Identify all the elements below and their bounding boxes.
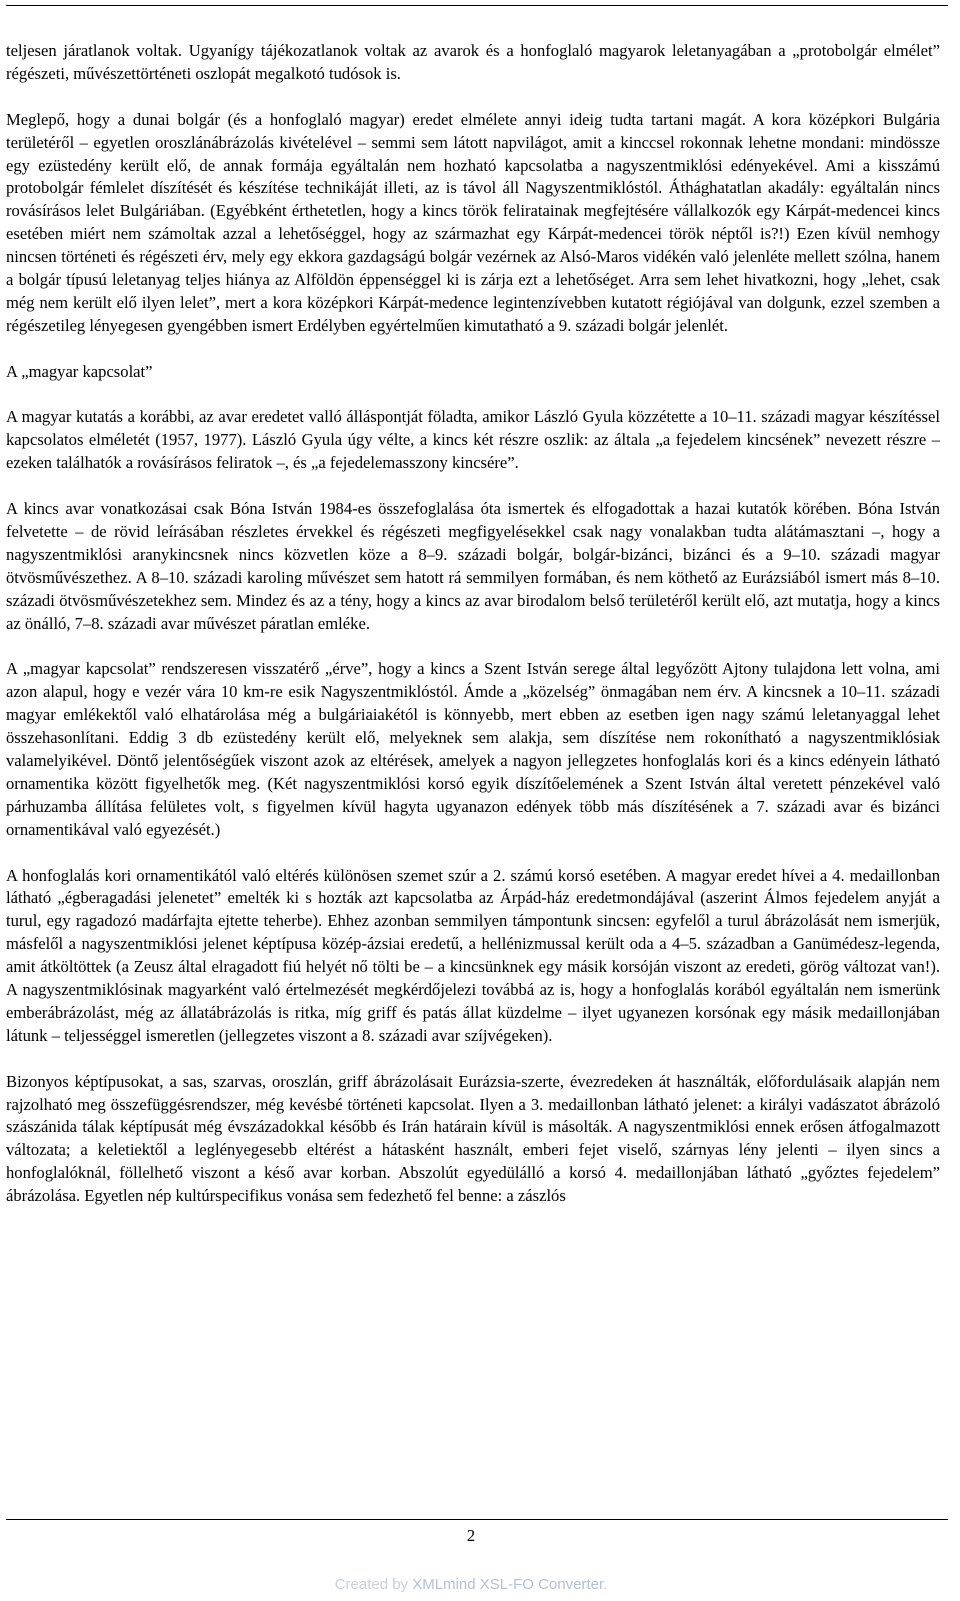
paragraph: A kincs avar vonatkozásai csak Bóna István 1984-es összefoglalása óta ismertek és elfogadottak a hazai kutatók körében. Bóna István felvetette – de rövid leírásában részletes érvekkel és régészeti megfigyelésekkel csak nagy vonalakban tudta alátámasztani –, hogy a nagyszentmiklósi aranykincsnek nincs közvetlen köze a 8–9. századi bolgár, bolgár-bizánci, bizánci és a 9–10. századi magyar ötvösművészethez. A 8–10. századi karoling művészet sem hatott rá semmilyen formában, és nem köthető az Eurázsiából ismert más 8–10. századi ötvösművészetekhez sem. Mindez és az a tény, hogy a kincs az avar birodalom belső területéről került elő, azt mutatja, hogy a kincs az önálló, 7–8. századi avar művészet páratlan emléke. xyxy=(6,499,940,633)
credit-prefix: Created by xyxy=(334,1576,413,1593)
document-body xyxy=(6,40,940,1231)
paragraph: A honfoglalás kori ornamentikától való eltérés különösen szemet szúr a 2. számú korsó esetében. A magyar eredet hívei a 4. medaillonban látható „égberagadási jelenetet” emelték ki s hozták azt kapcsolatba az Árpád-ház eredetmondájával (aszerint Álmos fejedelem anyját a turul, egy ragadozó madárfajta ejtette teherbe). Ehhez azonban semmilyen támpontunk sincsen: egyfelől a turul ábrázolását nem ismerjük, másfelől a nagyszentmiklósi jelenet képtípusa közép-ázsiai eredetű, a hellénizmussal került oda a 4–5. században a Ganümédesz-legenda, amit átköltöttek (a Zeusz által elragadott fiú helyét nő tölti be – a kincsünknek egy másik korsóján viszont az eredeti, görög változat van!). A nagyszentmiklósinak magyarként való értelmezését megkérdőjelezi továbbá az is, hogy a honfoglalás korából egyáltalán nem ismerünk emberábrázolást, még az állatábrázolás is ritka, míg griff és patás állat küzdelme – ilyet ugyanezen korsónak egy másik medaillonjában látunk – teljességgel ismeretlen (jellegzetes viszont a 8. századi avar szíjvégeken). xyxy=(6,865,940,1045)
page-number: 2 xyxy=(466,1526,476,1545)
paragraph: teljesen járatlanok voltak. Ugyanígy tájékozatlanok voltak az avarok és a honfoglaló magyarok leletanyagában a „protobolgár elmélet” régészeti, művészettörténeti oszlopát megalkotó tudósok is. xyxy=(6,41,940,83)
section-heading: A „magyar kapcsolat” xyxy=(6,361,153,381)
paragraph: Meglepő, hogy a dunai bolgár (és a honfoglaló magyar) eredet elmélete annyi ideig tudta tartani magát. A kora középkori Bulgária területéről – egyetlen oroszlánábrázolás kivételével – semmi sem látott napvilágot, amit a kinccsel rokonnak lehetne mondani: mindössze egy ezüstedény került elő, de annak formája egyáltalán nem hozható kapcsolatba a nagyszentmiklósi edényekével. Ami a kisszámú protobolgár fémlelet díszítését és készítése technikáját illeti, az is távol áll Nagyszentmiklóstól. Áthághatatlan akadály: egyáltalán nincs rovásírásos lelet Bulgáriában. (Egyébként érthetetlen, hogy a kincs török feliratainak megfejtésére vállalkozók egy Kárpát-medencei kincs esetében miért nem számoltak azzal a lehetőséggel, hogy az származhat egy Kárpát-medencei török néptől is?!) Ezen kívül nemhogy nincsen történeti és régészeti érv, mely egy ekkora gazdagságú bolgár vezérnek az Alsó-Maros vidékén való jelenléte mellett szólna, hanem a bolgár típusú leletanyag teljes hiánya az Alföldön éppenséggel ki is zárja ezt a lehetőséget. Arra sem lehet hivatkozni, hogy „lehet, csak még nem került elő ilyen lelet”, mert a kora középkori Kárpát-medence legintenzívebben kutatott régiójával van dolgunk, ezzel szemben a régészetileg lényegesen gyengébben ismert Erdélyben egyértelműen kimutatható a 9. századi bolgár jelenlét. xyxy=(6,109,940,335)
paragraph: A „magyar kapcsolat” rendszeresen visszatérő „érve”, hogy a kincs a Szent István serege által legyőzött Ajtony tulajdona lett volna, ami azon alapul, hogy e vezér vára 10 km-re esik Nagyszentmiklóstól. Ámde a „közelség” önmagában nem érv. A kincsnek a 10–11. századi magyar emlékektől való elhatárolása még a bulgáriaiakétól is könnyebb, mert ebben az esetben igen nagy számú leletanyaggal lehet összehasonlítani. Eddig 3 db ezüstedény került elő, melyeknek sem alakja, sem díszítése nem rokonítható a nagyszentmiklósiak valamelyikével. Döntő jelentőségűek viszont azok az eltérések, amelyek a nagyon jellegzetes honfoglalás kori és a kincs edényein látható ornamentika között figyelhetők meg. (Két nagyszentmiklósi korsó egyik díszítőelemének a Szent István által veretett pénzekével való párhuzamba állítása felületes volt, s figyelmen kívül hagyta ugyanazon edények több más díszítésének a 7. századi avar és bizánci ornamentikával való egyezését.) xyxy=(6,659,940,839)
header-rule xyxy=(6,5,948,6)
credit-suffix: . xyxy=(603,1576,608,1593)
paragraph: A magyar kutatás a korábbi, az avar eredetet valló álláspontját föladta, amikor László Gyula közzétette a 10–11. századi magyar készítéssel kapcsolatos elméletét (1957, 1977). László Gyula úgy vélte, a kincs két részre oszlik: az általa „a fejedelem kincsének” nevezett részre – ezeken találhatók a rovásírásos feliratok –, és „a fejedelemasszony kincsére”. xyxy=(6,407,940,473)
credit-brand-link[interactable]: XMLmind XSL-FO Converter xyxy=(412,1576,604,1593)
footer-rule xyxy=(6,1519,948,1520)
converter-credit xyxy=(0,1575,942,1595)
paragraph: Bizonyos képtípusokat, a sas, szarvas, oroszlán, griff ábrázolásait Eurázsia-szerte, évezredeken át használták, előfordulásaik alapján nem rajzolható meg összefüggésrendszer, még kevésbé történeti kapcsolat. Ilyen a 3. medaillonban látható jelenet: a királyi vadászatot ábrázoló szászánida tálak képtípusát még évszázadokkal később és Irán határain kívül is másolták. A nagyszentmiklósi ennek erősen átfogalmazott változata; a keletiektől a leglényegesebb eltérést a hátasként használt, emberi fejet viselő, szárnyas lény jelenti – ilyen sincs a honfoglalóknál, föllelhető viszont a késő avar korban. Abszolút egyedülálló a korsó 4. medaillonjában látható „győztes fejedelem” ábrázolása. Egyetlen nép kultúrspecifikus vonása sem fedezhető fel benne: a zászlós xyxy=(6,1071,940,1206)
